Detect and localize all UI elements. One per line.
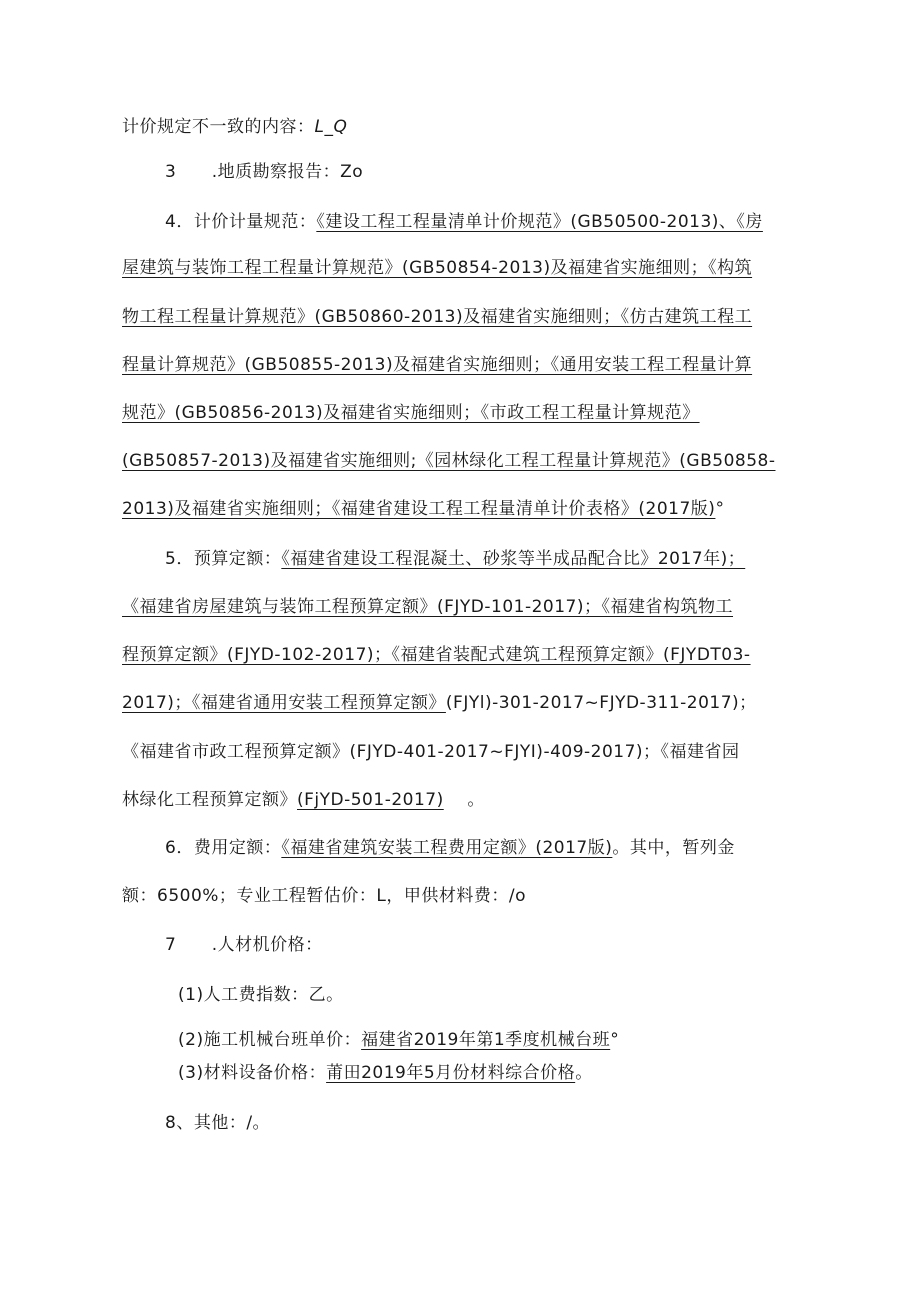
heading-item-3: 3 .地质勘察报告：Zo xyxy=(165,162,364,182)
text-line-1: 计价规定不一致的内容：L_Q xyxy=(122,117,348,137)
text-line-4d: 程量计算规范》(GB50855-2013)及福建省实施细则；《通用安装工程工程量计算 xyxy=(122,355,753,375)
sub-item-1: (1)人工费指数：乙。 xyxy=(178,985,344,1005)
text-line-4g: 2013)及福建省实施细则；《福建省建设工程工程量清单计价表格》(2017版)° xyxy=(122,499,725,519)
text-line-4c: 物工程工程量计算规范》(GB50860-2013)及福建省实施细则；《仿古建筑工程工 xyxy=(122,307,753,327)
text-line-5e: 《福建省市政工程预算定额》(FJYD-401-2017~FJYI)-409-2017)；《福建省园 xyxy=(122,742,740,762)
text-line-5f: 林绿化工程预算定额》(FjYD-501-2017) 。 xyxy=(122,790,485,810)
text-line-5d: 2017)；《福建省通用安装工程预算定额》(FJYl)-301-2017~FJYD-311-2017)； xyxy=(122,693,757,713)
heading-item-7: 7 .人材机价格： xyxy=(165,935,323,955)
heading-item-8: 8、其他：/。 xyxy=(165,1113,271,1133)
text-line-4f: (GB50857-2013)及福建省实施细则;《园林绿化工程工程量计算规范》(GB50858- xyxy=(122,451,776,471)
heading-item-4: 4．计价计量规范：《建设工程工程量清单计价规范》(GB50500-2013)、《房 xyxy=(165,212,763,232)
sub-item-2: (2)施工机械台班单价：福建省2019年第1季度机械台班° xyxy=(178,1030,620,1050)
sub-item-3: (3)材料设备价格：莆田2019年5月份材料综合价格。 xyxy=(178,1063,593,1083)
text-line-5b: 《福建省房屋建筑与装饰工程预算定额》(FJYD-101-2017)；《福建省构筑物工 xyxy=(122,597,734,617)
text-line-5c: 程预算定额》(FJYD-102-2017)；《福建省装配式建筑工程预算定额》(FJYDT03- xyxy=(122,645,751,665)
heading-item-6: 6．费用定额：《福建省建筑安装工程费用定额》(2017版)。其中，暂列金 xyxy=(165,838,735,858)
text-line-6b: 额：6500%；专业工程暂估价：L，甲供材料费：/o xyxy=(122,886,527,906)
heading-item-5: 5．预算定额：《福建省建设工程混凝土、砂浆等半成品配合比》2017年)； xyxy=(165,549,746,569)
text-line-4e: 规范》(GB50856-2013)及福建省实施细则；《市政工程工程量计算规范》 xyxy=(122,403,700,423)
text-line-4b: 屋建筑与装饰工程工程量计算规范》(GB50854-2013)及福建省实施细则；《构筑 xyxy=(122,258,753,278)
